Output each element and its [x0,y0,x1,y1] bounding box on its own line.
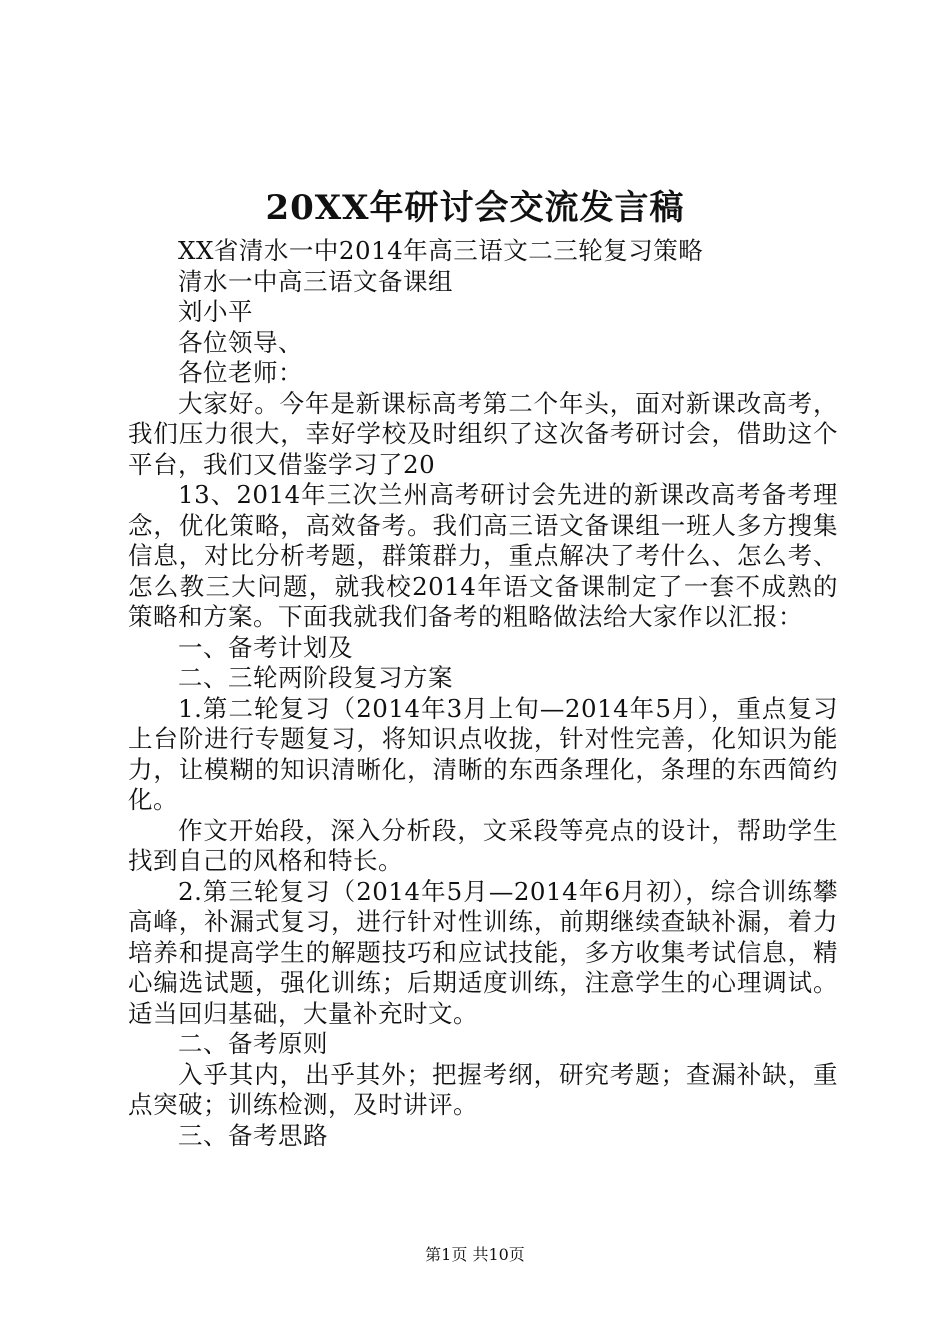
paragraph: 1.第二轮复习（2014年3月上旬—2014年5月），重点复习上台阶进行专题复习，将知识点收拢，针对性完善，化知识为能力，让模糊的知识清晰化，清晰的东西条理化，条理的东西简约化。 [128,693,838,814]
paragraph: 各位领导、 [178,327,303,357]
paragraph: 刘小平 [178,297,253,326]
paragraph: 入乎其内，出乎其外；把握考纲，研究考题；查漏补缺，重点突破；训练检测，及时讲评。 [128,1059,838,1119]
paragraph: XX省清水一中2014年高三语文二三轮复习策略 [178,236,704,265]
document-body [128,236,838,1151]
paragraph: 各位老师： [178,358,303,387]
page-footer: 第1页 共10页 [425,1245,525,1264]
paragraph: 大家好。今年是新课标高考第二个年头，面对新课改高考，我们压力很大，幸好学校及时组织了这次备考研讨会，借助这个平台，我们又借鉴学习了20 [128,388,838,479]
paragraph: 清水一中高三语文备课组 [178,266,453,296]
paragraph: 三、备考思路 [178,1120,328,1150]
paragraph: 一、备考计划及 [178,632,353,662]
paragraph: 二、备考原则 [178,1029,328,1058]
paragraph: 二、三轮两阶段复习方案 [178,663,453,692]
paragraph: 2.第三轮复习（2014年5月—2014年6月初），综合训练攀高峰，补漏式复习，进行针对性训练，前期继续查缺补漏，着力培养和提高学生的解题技巧和应试技能，多方收集考试信息，精心编选试题，强化训练；后期适度训练，注意学生的心理调试。适当回归基础，大量补充时文。 [128,876,838,1028]
paragraph: 13、2014年三次兰州高考研讨会先进的新课改高考备考理念，优化策略，高效备考。我们高三语文备课组一班人多方搜集信息，对比分析考题，群策群力，重点解决了考什么、怎么考、怎么教三大问题，就我校2014年语文备课制定了一套不成熟的策略和方案。下面我就我们备考的粗略做法给大家作以汇报： [128,480,838,631]
document-title: 20XX年研讨会交流发言稿 [265,188,685,228]
paragraph: 作文开始段，深入分析段，文采段等亮点的设计，帮助学生找到自己的风格和特长。 [128,815,838,875]
